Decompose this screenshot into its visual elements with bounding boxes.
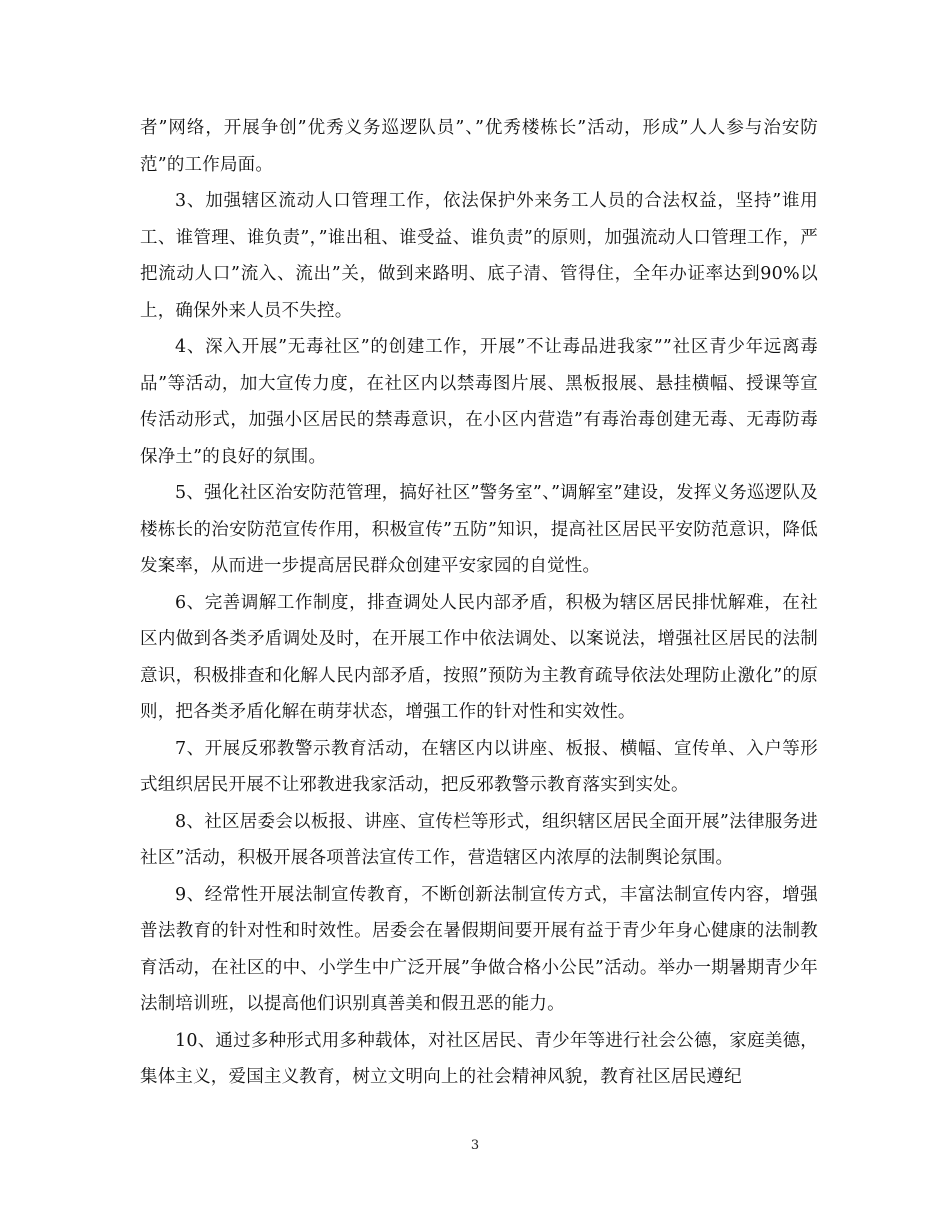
paragraph-item-10: 10、通过多种形式用多种载体，对社区居民、青少年等进行社会公德，家庭美德，集体主义，爱国主义教育，树立文明向上的社会精神风貌，教育社区居民遵纪 bbox=[140, 1030, 818, 1087]
paragraph-item-7: 7、开展反邪教警示教育活动，在辖区内以讲座、板报、横幅、宣传单、入户等形式组织居民开展不让邪教进我家活动，把反邪教警示教育落实到实处。 bbox=[140, 738, 818, 795]
paragraph-item-4: 4、深入开展”无毒社区”的创建工作，开展”不让毒品进我家””社区青少年远离毒品”等活动，加大宣传力度，在社区内以禁毒图片展、黑板报展、悬挂横幅、授课等宣传活动形式，加强小区居民的禁毒意识，在小区内营造”有毒治毒创建无毒、无毒防毒保净土”的良好的氛围。 bbox=[140, 337, 818, 467]
paragraph-item-3: 3、加强辖区流动人口管理工作，依法保护外来务工人员的合法权益，坚持”谁用工、谁管理、谁负责”，”谁出租、谁受益、谁负责”的原则，加强流动人口管理工作，严把流动人口”流入、流出”关，做到来路明、底子清、管得住，全年办证率达到90%以上，确保外来人员不失控。 bbox=[140, 191, 818, 321]
paragraph-item-9: 9、经常性开展法制宣传教育，不断创新法制宣传方式，丰富法制宣传内容，增强普法教育的针对性和时效性。居委会在暑假期间要开展有益于青少年身心健康的法制教育活动，在社区的中、小学生中广泛开展”争做合格小公民”活动。举办一期暑期青少年法制培训班，以提高他们识别真善美和假丑恶的能力。 bbox=[140, 884, 818, 1014]
paragraph-item-8: 8、社区居委会以板报、讲座、宣传栏等形式，组织辖区居民全面开展”法律服务进社区”活动，积极开展各项普法宣传工作，营造辖区内浓厚的法制舆论氛围。 bbox=[140, 811, 818, 868]
paragraph-item-6: 6、完善调解工作制度，排查调处人民内部矛盾，积极为辖区居民排忧解难，在社区内做到各类矛盾调处及时，在开展工作中依法调处、以案说法，增强社区居民的法制意识，积极排查和化解人民内部矛盾，按照”预防为主教育疏导依法处理防止激化”的原则，把各类矛盾化解在萌芽状态，增强工作的针对性和实效性。 bbox=[140, 592, 818, 722]
page-number: 3 bbox=[470, 1138, 480, 1153]
paragraph-continuation: 者”网络，开展争创”优秀义务巡逻队员”、”优秀楼栋长”活动，形成”人人参与治安防范”的工作局面。 bbox=[140, 118, 818, 175]
document-body bbox=[140, 110, 818, 1096]
paragraph-item-5: 5、强化社区治安防范管理，搞好社区”警务室”、”调解室”建设，发挥义务巡逻队及楼栋长的治安防范宣传作用，积极宣传”五防”知识，提高社区居民平安防范意识，降低发案率，从而进一步提高居民群众创建平安家园的自觉性。 bbox=[140, 483, 818, 576]
